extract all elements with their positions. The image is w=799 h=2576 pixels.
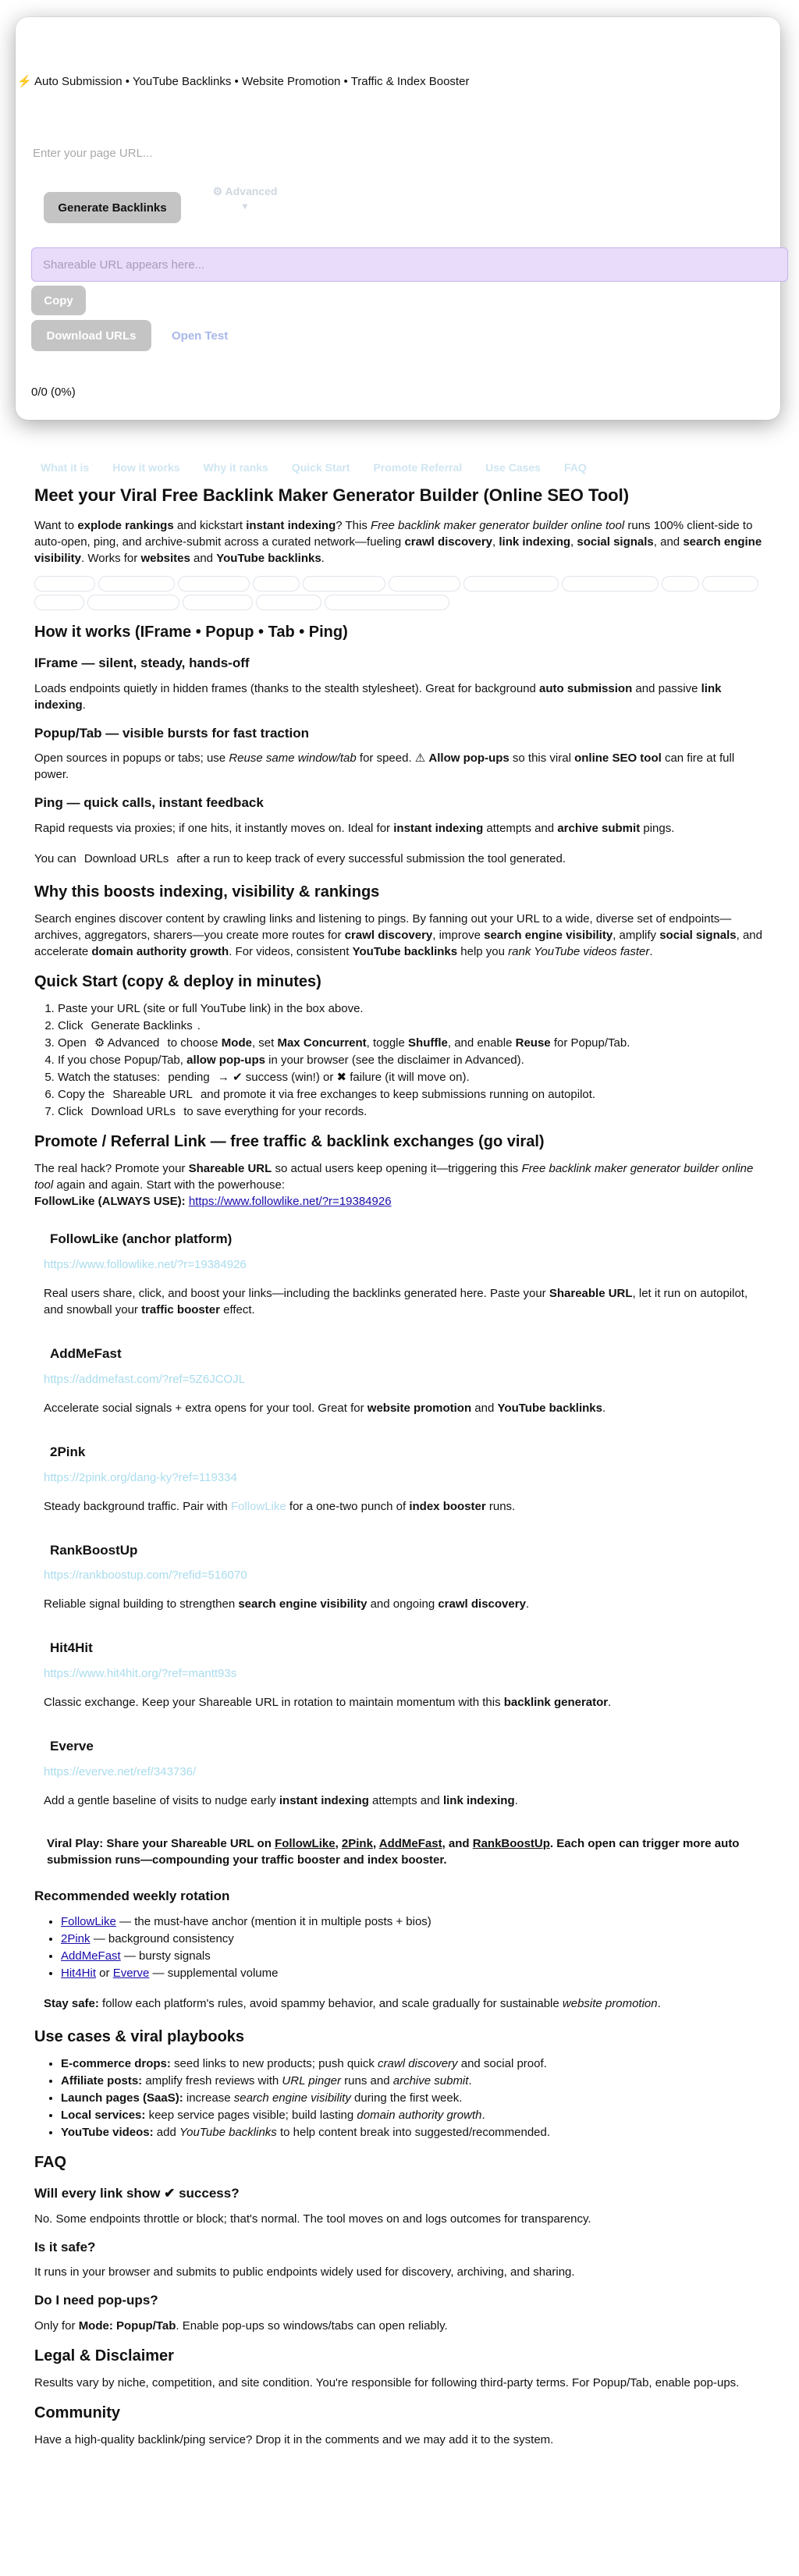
- platform-link[interactable]: https://www.hit4hit.org/?ref=mantt93s: [44, 1667, 237, 1681]
- platform-followlike: [34, 1230, 766, 1318]
- list-item: 1. Paste your URL (site or full YouTube link) in the box above.: [58, 1000, 766, 1017]
- why-title: Why this boosts indexing, visibility & rankings: [34, 883, 380, 901]
- nav-use-cases[interactable]: Use Cases: [485, 461, 541, 474]
- ping-title: Ping — quick calls, instant feedback: [34, 795, 264, 811]
- chip: [562, 576, 659, 592]
- platform-name: FollowLike (anchor platform): [50, 1231, 233, 1247]
- 2pink-link[interactable]: 2Pink: [341, 1836, 373, 1850]
- chip: [662, 576, 699, 592]
- followlike-link[interactable]: FollowLike: [61, 1914, 116, 1928]
- list-item: • AddMeFast — bursty signals: [61, 1948, 766, 1964]
- platform-description: Steady background traffic. Pair with FollowLike for a one-two punch of index booster runs.: [44, 1499, 516, 1513]
- nav-what-it-is[interactable]: What it is: [41, 461, 90, 474]
- chip: [702, 576, 758, 592]
- stay-safe-note: Stay safe: follow each platform's rules, avoid spammy behavior, and scale gradually for sustainable website promotion.: [44, 1996, 661, 2010]
- tool-tagline: ⚡ Auto Submission • YouTube Backlinks • Website Promotion • Traffic & Index Booster: [17, 75, 470, 88]
- platform-description: Accelerate social signals + extra opens for your tool. Great for website promotion and YouTube backlinks.: [44, 1401, 606, 1415]
- platform-description: Add a gentle baseline of visits to nudge early instant indexing attempts and link indexing.: [44, 1793, 518, 1807]
- iframe-paragraph: Loads endpoints quietly in hidden frames (thanks to the stealth stylesheet). Great for background auto submission and passive link indexing.: [34, 681, 722, 712]
- viral-play-callout: Viral Play: Share your Shareable URL on FollowLike, 2Pink, AddMeFast, and RankBoostUp. Each open can trigger more auto submission runs—compounding your traffic booster and index booster.: [47, 1836, 740, 1867]
- nav-promote-referral[interactable]: Promote Referral: [373, 461, 463, 474]
- platform-addmefast: [34, 1345, 766, 1416]
- copy-button[interactable]: Copy: [31, 286, 86, 315]
- promote-paragraph: The real hack? Promote your Shareable URL so actual users keep opening it—triggering this Free backlink maker generator builder online tool again and again. Start with the powerhouse:: [34, 1162, 754, 1192]
- list-item: • Launch pages (SaaS): increase search engine visibility during the first week.: [61, 2090, 766, 2106]
- faq-title: FAQ: [34, 2153, 67, 2171]
- platform-link[interactable]: https://www.followlike.net/?r=19384926: [44, 1257, 247, 1271]
- list-item: 2. Click Generate Backlinks .: [58, 1018, 766, 1034]
- how-title: How it works (IFrame • Popup • Tab • Ping): [34, 623, 348, 641]
- followlike-always: FollowLike (ALWAYS USE): https://www.followlike.net/?r=19384926: [34, 1195, 392, 1209]
- keyword-chips: [34, 576, 766, 610]
- faq-question: Do I need pop-ups?: [34, 2293, 158, 2308]
- use-cases-list: [34, 2055, 766, 2141]
- section-nav: [41, 460, 587, 476]
- list-item: • Hit4Hit or Everve — supplemental volume: [61, 1965, 766, 1981]
- chevron-down-icon: ▼: [240, 201, 250, 211]
- intro-title: Meet your Viral Free Backlink Maker Generator Builder (Online SEO Tool): [34, 485, 630, 505]
- faq-answer: No. Some endpoints throttle or block; that's normal. The tool moves on and logs outcomes for transparency.: [34, 2212, 591, 2226]
- list-item: 7. Click Download URLs to save everything for your records.: [58, 1103, 766, 1120]
- platform-link[interactable]: https://2pink.org/dang-ky?ref=119334: [44, 1470, 237, 1484]
- quick-start-list: [34, 1000, 766, 1120]
- platform-hit4hit: [34, 1639, 766, 1711]
- platform-name: RankBoostUp: [50, 1542, 138, 1558]
- platform-name: AddMeFast: [50, 1345, 122, 1361]
- nav-quick-start[interactable]: Quick Start: [291, 461, 350, 474]
- faq-answer: It runs in your browser and submits to public endpoints widely used for discovery, archiving, and sharing.: [34, 2265, 575, 2279]
- everve-link[interactable]: Everve: [112, 1966, 150, 1980]
- list-item: • Affiliate posts: amplify fresh reviews with URL pinger runs and archive submit.: [61, 2073, 766, 2089]
- use-cases-title: Use cases & viral playbooks: [34, 2027, 245, 2045]
- popup-paragraph: Open sources in popups or tabs; use Reuse same window/tab for speed. ⚠ Allow pop-ups so this viral online SEO tool can fire at full power.: [34, 751, 735, 782]
- list-item: 6. Copy the Shareable URL and promote it via free exchanges to keep submissions running on autopilot.: [58, 1086, 766, 1103]
- progress-counter: 0/0 (0%): [31, 386, 76, 399]
- addmefast-link[interactable]: AddMeFast: [378, 1836, 442, 1850]
- intro-paragraph: Want to explode rankings and kickstart instant indexing? This Free backlink maker generator builder online tool runs 100% client-side to auto-open, ping, and archive-submit across a curated network—fueling crawl discovery, link indexing, social signals, and search engine visibility. Works for websites and YouTube backlinks.: [34, 518, 762, 565]
- list-item: 3. Open ⚙ Advanced to choose Mode, set Max Concurrent, toggle Shuffle, and enable Reuse for Popup/Tab.: [58, 1035, 766, 1051]
- followlike-referral-link[interactable]: https://www.followlike.net/?r=19384926: [188, 1195, 392, 1209]
- chip: [303, 576, 385, 592]
- rotation-list: [34, 1913, 766, 1981]
- why-paragraph: Search engines discover content by crawling links and listening to pings. By fanning out your URL to a wide, diverse set of endpoints—archives, aggregators, sharers—you create more routes for crawl discovery, improve search engine visibility, amplify social signals, and accelerate domain authority growth. For videos, consistent YouTube backlinks help you rank YouTube videos faster.: [34, 912, 762, 959]
- faq-answer: Only for Mode: Popup/Tab. Enable pop-ups so windows/tabs can open reliably.: [34, 2319, 448, 2333]
- chip: [325, 595, 449, 610]
- ping-paragraph: Rapid requests via proxies; if one hits, it instantly moves on. Ideal for instant indexing attempts and archive submit pings.: [34, 822, 675, 836]
- platform-link[interactable]: https://rankboostup.com/?refid=516070: [44, 1569, 247, 1583]
- download-urls-button[interactable]: Download URLs: [31, 320, 151, 351]
- platform-name: Everve: [50, 1739, 94, 1754]
- 2pink-link[interactable]: 2Pink: [61, 1931, 91, 1945]
- chip: [389, 576, 460, 592]
- legal-paragraph: Results vary by niche, competition, and site condition. You're responsible for following third-party terms. For Popup/Tab, enable pop-ups.: [34, 2376, 740, 2390]
- community-paragraph: Have a high-quality backlink/ping service? Drop it in the comments and we may add it to the system.: [34, 2433, 554, 2447]
- chip: [183, 595, 253, 610]
- platform-name: Hit4Hit: [50, 1640, 93, 1656]
- chip: [87, 595, 179, 610]
- list-item: • YouTube videos: add YouTube backlinks to help content break into suggested/recommended.: [61, 2124, 766, 2141]
- chip: [34, 595, 84, 610]
- advanced-label: ⚙ Advanced: [212, 185, 278, 197]
- popup-title: Popup/Tab — visible bursts for fast traction: [34, 725, 310, 741]
- promote-title: Promote / Referral Link — free traffic & backlink exchanges (go viral): [34, 1133, 545, 1151]
- list-item: • E-commerce drops: seed links to new products; push quick crawl discovery and social proof.: [61, 2055, 766, 2072]
- list-item: 5. Watch the statuses: pending → ✔ success (win!) or ✖ failure (it will move on).: [58, 1069, 766, 1085]
- followlike-link[interactable]: FollowLike: [275, 1836, 336, 1850]
- nav-faq[interactable]: FAQ: [563, 461, 587, 474]
- nav-why-it-ranks[interactable]: Why it ranks: [203, 461, 268, 474]
- platform-2pink: [34, 1443, 766, 1515]
- hit4hit-link[interactable]: Hit4Hit: [61, 1966, 97, 1980]
- platform-name: 2Pink: [50, 1444, 86, 1459]
- download-tip: You can Download URLs after a run to keep track of every successful submission the tool generated.: [34, 852, 566, 866]
- generate-backlinks-button[interactable]: Generate Backlinks: [44, 192, 181, 223]
- platform-description: Reliable signal building to strengthen search engine visibility and ongoing crawl discovery.: [44, 1597, 530, 1611]
- nav-how-it-works[interactable]: How it works: [112, 461, 180, 474]
- faq-question: Is it safe?: [34, 2239, 96, 2254]
- iframe-title: IFrame — silent, steady, hands-off: [34, 655, 250, 670]
- open-test-link[interactable]: Open Test: [172, 329, 229, 343]
- list-item: • FollowLike — the must-have anchor (mention it in multiple posts + bios): [61, 1913, 766, 1930]
- platform-description: Real users share, click, and boost your links—including the backlinks generated here. Paste your Shareable URL, let it run on autopilot, and snowball your traffic booster effect.: [44, 1286, 748, 1316]
- rankboostup-link[interactable]: RankBoostUp: [472, 1836, 550, 1850]
- chip: [256, 595, 321, 610]
- platform-link[interactable]: https://everve.net/ref/343736/: [44, 1764, 197, 1778]
- article: [34, 484, 766, 2457]
- list-item: 4. If you chose Popup/Tab, allow pop-ups in your browser (see the disclaimer in Advanced).: [58, 1052, 766, 1068]
- addmefast-link[interactable]: AddMeFast: [61, 1949, 121, 1963]
- shareable-url-field[interactable]: [31, 247, 788, 282]
- platform-everve: [34, 1737, 766, 1809]
- advanced-toggle[interactable]: [206, 184, 284, 213]
- legal-title: Legal & Disclaimer: [34, 2347, 174, 2365]
- community-title: Community: [34, 2404, 120, 2422]
- list-item: • 2Pink — background consistency: [61, 1931, 766, 1947]
- platform-rankboostup: [34, 1541, 766, 1613]
- chip: [463, 576, 559, 592]
- chip: [98, 576, 175, 592]
- list-item: • Local services: keep service pages visible; build lasting domain authority growth.: [61, 2107, 766, 2123]
- followlike-inline-link[interactable]: FollowLike: [230, 1499, 286, 1513]
- chip: [253, 576, 300, 592]
- platform-link[interactable]: https://addmefast.com/?ref=5Z6JCOJL: [44, 1372, 246, 1386]
- chip: [178, 576, 250, 592]
- platform-description: Classic exchange. Keep your Shareable URL in rotation to maintain momentum with this backlink generator.: [44, 1696, 612, 1710]
- url-input[interactable]: [31, 139, 421, 167]
- faq-question: Will every link show ✔ success?: [34, 2185, 240, 2201]
- quick-start-title: Quick Start (copy & deploy in minutes): [34, 973, 321, 991]
- rotation-title: Recommended weekly rotation: [34, 1888, 230, 1903]
- chip: [34, 576, 95, 592]
